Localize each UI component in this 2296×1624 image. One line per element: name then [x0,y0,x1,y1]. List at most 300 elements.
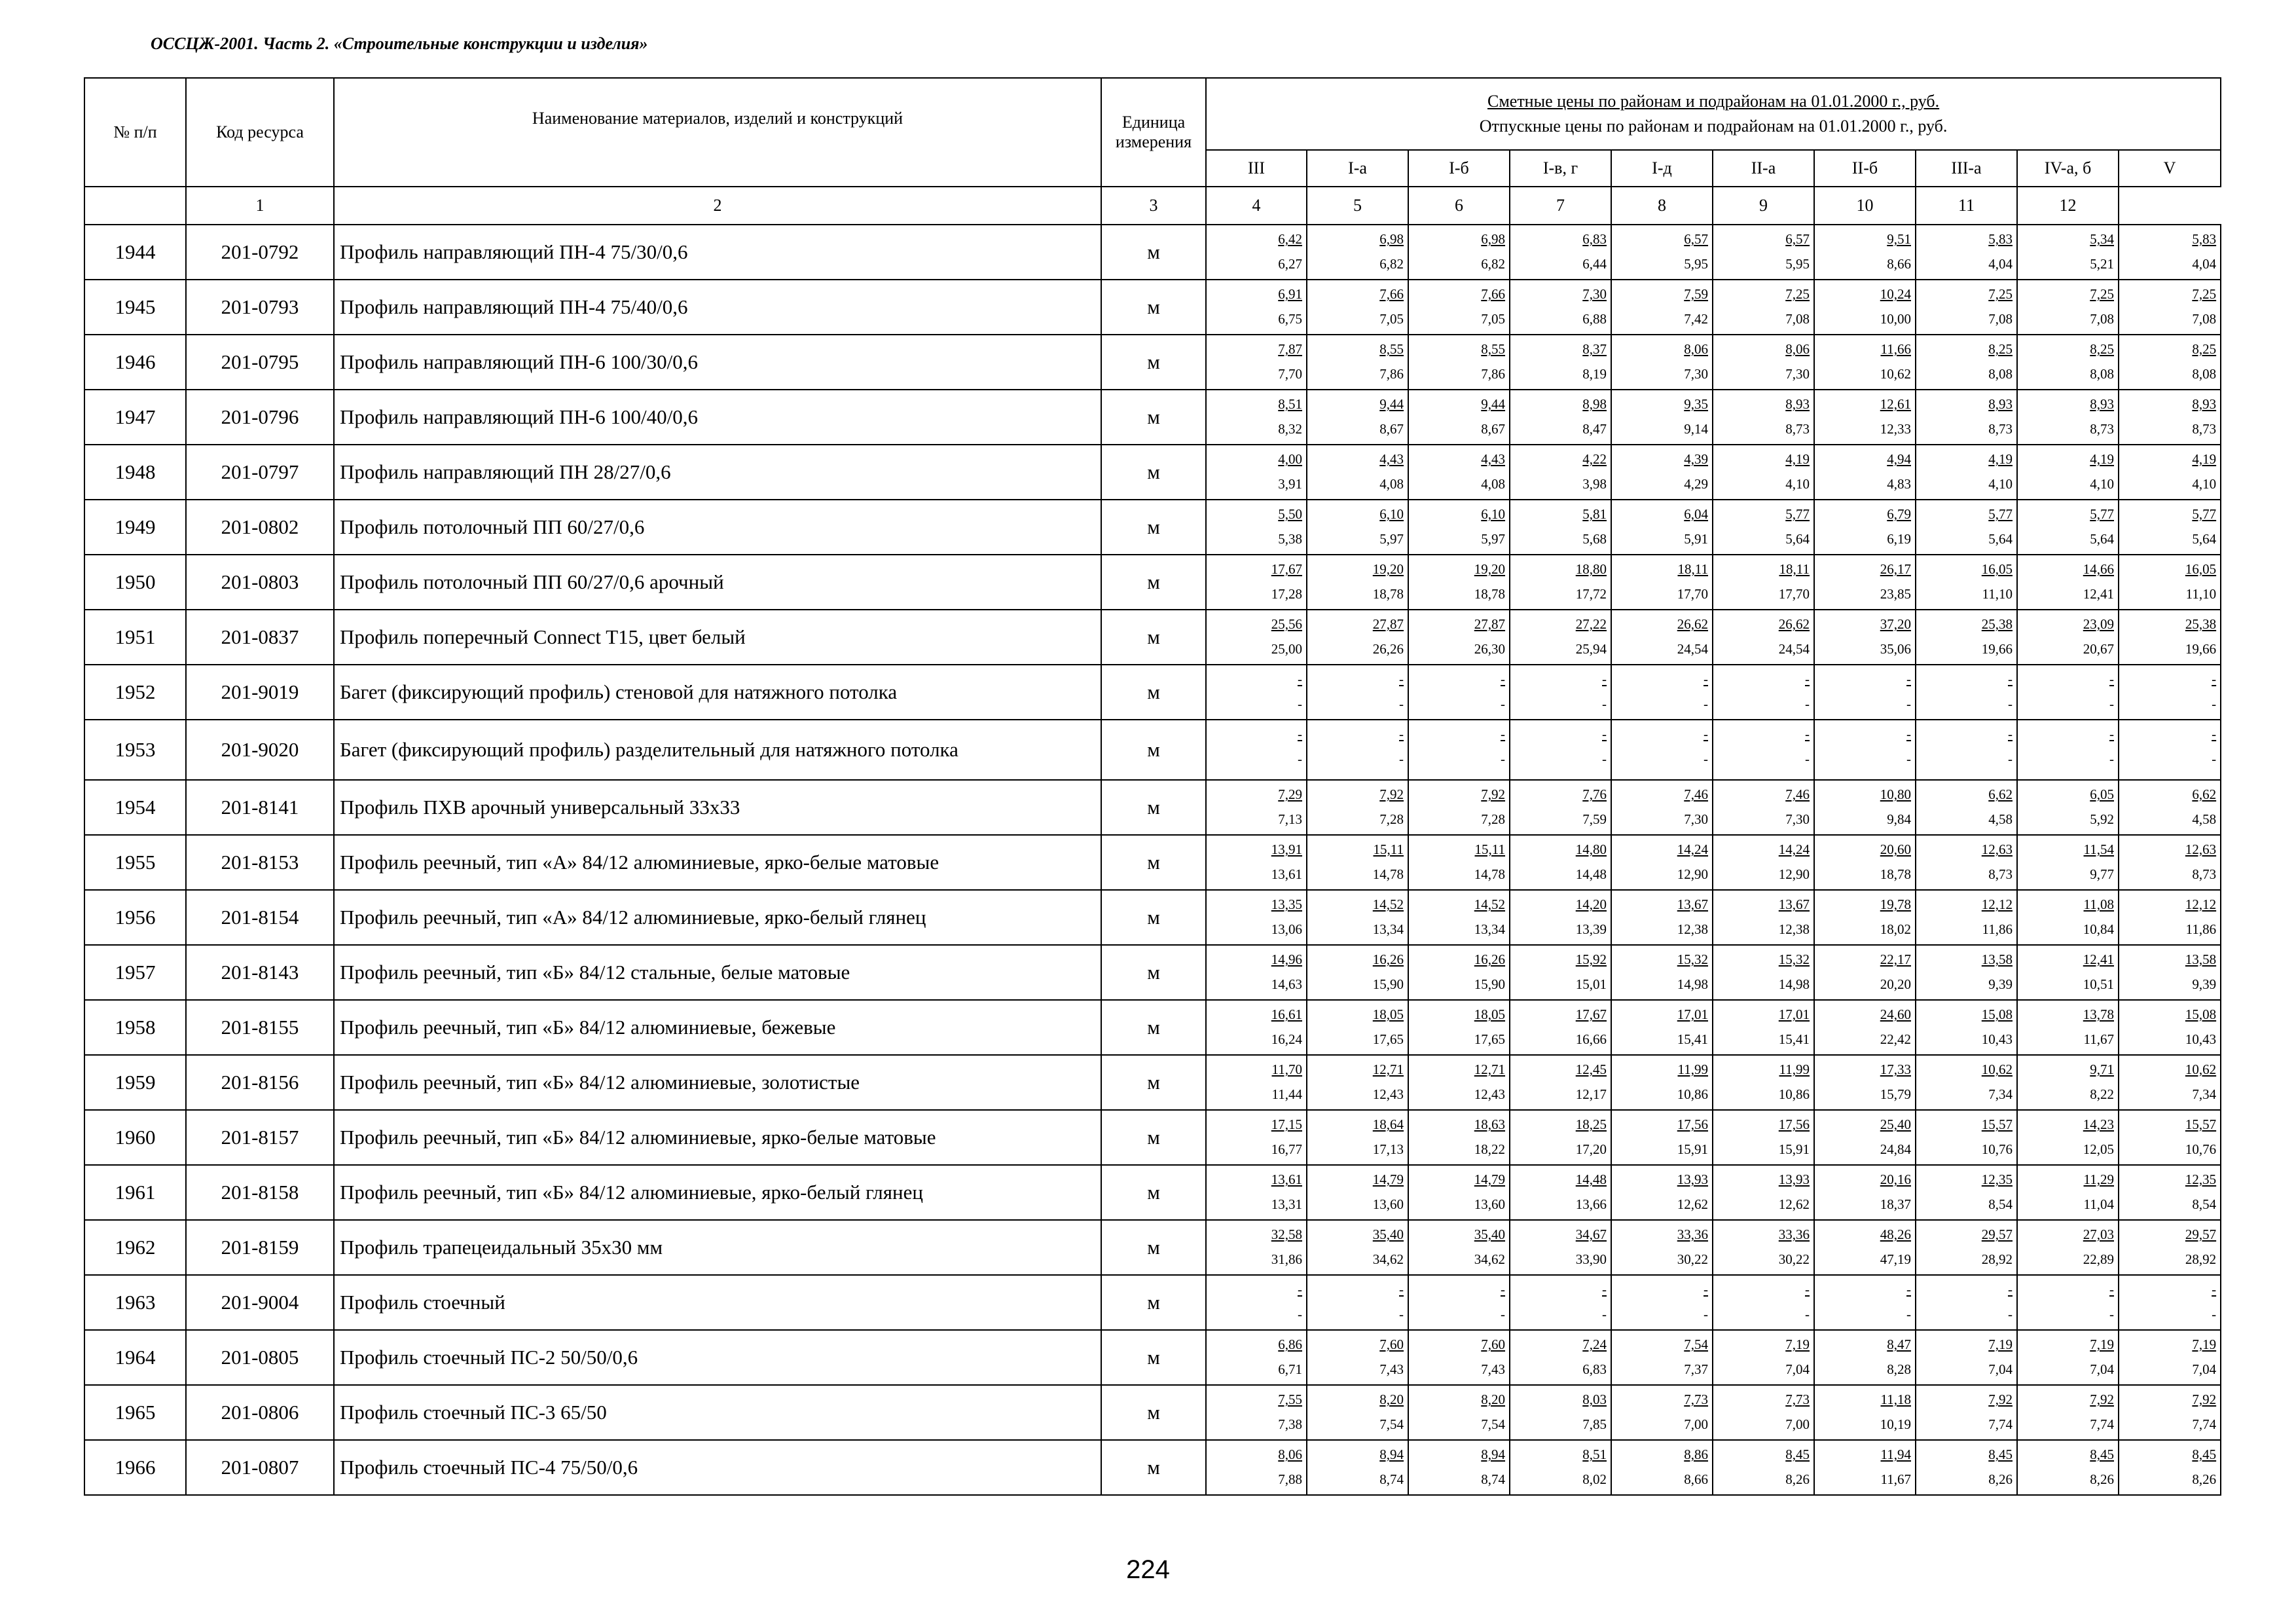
price-cell [1307,335,1408,390]
release-price: 15,90 [1474,976,1505,992]
price-cell [1611,890,1713,945]
release-price: 24,54 [1778,641,1810,657]
row-number: 1959 [84,1055,186,1110]
release-price: 7,30 [1684,366,1708,382]
price-cell [1611,945,1713,1000]
unit-of-measure: м [1101,610,1206,665]
release-price: 8,66 [1887,256,1911,272]
price-cell [1713,1055,1814,1110]
price-cell [1307,665,1408,720]
estimate-price: 16,05 [1981,561,2013,577]
price-cell [1814,720,1916,780]
unit-of-measure: м [1101,335,1206,390]
estimate-price: 20,60 [1880,841,1911,857]
estimate-price: 9,71 [2090,1061,2114,1077]
table-row [84,280,2221,335]
estimate-price: 26,62 [1778,616,1810,632]
estimate-price: 33,36 [1778,1227,1810,1242]
release-price: 31,86 [1271,1251,1302,1267]
price-cell [1206,780,1307,835]
estimate-price: 5,81 [1582,506,1607,522]
estimate-price: 5,83 [1988,231,2013,247]
release-price: 10,86 [1778,1086,1810,1102]
material-name: Профиль направляющий ПН 28/27/0,6 [334,445,1101,500]
price-cell [1206,1110,1307,1165]
table-row [84,1440,2221,1495]
estimate-price: 7,54 [1684,1337,1708,1352]
estimate-price: 12,63 [1981,841,2013,857]
price-cell [1916,610,2017,665]
unit-of-measure: м [1101,1330,1206,1385]
release-price: 6,44 [1582,256,1607,272]
material-name: Профиль реечный, тип «А» 84/12 алюминиевые, ярко-белые матовые [334,835,1101,890]
estimate-price: 17,33 [1880,1061,1911,1077]
estimate-price: 18,64 [1372,1116,1404,1132]
price-cell [1307,225,1408,280]
release-price: 18,22 [1474,1141,1505,1157]
release-price: 11,86 [1982,921,2013,937]
price-cell [1916,390,2017,445]
zone-header: III-а [1916,150,2017,187]
price-cell [1510,1055,1611,1110]
release-price: 17,72 [1575,586,1607,602]
price-cell [1307,390,1408,445]
release-price: - [2008,751,2013,767]
price-cell [1307,1055,1408,1110]
release-price: 9,39 [2192,976,2217,992]
table-head [84,78,2221,225]
estimate-price: 7,92 [1481,786,1505,802]
estimate-price: - [1298,671,1302,687]
estimate-price: - [2212,671,2217,687]
release-price: 7,08 [1785,311,1810,327]
release-price: 8,26 [1988,1471,2013,1487]
release-price: 8,26 [1785,1471,1810,1487]
price-cell [2119,610,2221,665]
running-header: ОССЦЖ-2001. Часть 2. «Строительные конструкции и изделия» [151,34,648,53]
estimate-price: 12,71 [1372,1061,1404,1077]
estimate-price: 7,19 [2090,1337,2114,1352]
zone-header: II-а [1713,150,1814,187]
estimate-price: 7,25 [2090,286,2114,302]
release-price: 8,67 [1379,421,1404,437]
release-price: 8,32 [1278,421,1302,437]
row-number: 1955 [84,835,186,890]
price-cell [1408,280,1510,335]
estimate-price: 12,45 [1575,1061,1607,1077]
release-price: - [2212,1306,2217,1322]
estimate-price: 5,34 [2090,231,2114,247]
estimate-price: 37,20 [1880,616,1911,632]
release-price: 4,10 [2192,476,2217,492]
price-cell [1713,445,1814,500]
estimate-price: - [1805,1282,1810,1297]
price-cell [2119,665,2221,720]
price-cell [1510,1165,1611,1220]
price-cell [1916,1055,2017,1110]
estimate-price: - [1602,1282,1607,1297]
release-price: 15,90 [1372,976,1404,992]
price-cell [2017,445,2119,500]
price-table [84,77,2221,1496]
release-price: 14,48 [1575,866,1607,882]
estimate-price: 13,61 [1271,1172,1302,1187]
release-price: - [1602,696,1607,712]
price-cell [1206,335,1307,390]
estimate-price: 26,17 [1880,561,1911,577]
estimate-price: 7,73 [1684,1392,1708,1407]
estimate-price: 12,12 [1981,896,2013,912]
release-price: - [1501,751,1505,767]
estimate-price: 14,79 [1372,1172,1404,1187]
release-price: 35,06 [1880,641,1911,657]
estimate-price: 19,20 [1474,561,1505,577]
table-body [84,225,2221,1495]
release-price: 5,97 [1379,531,1404,547]
release-price: 5,92 [2090,811,2114,827]
estimate-price: 20,16 [1880,1172,1911,1187]
zone-header: I-б [1408,150,1510,187]
release-price: 7,85 [1582,1416,1607,1432]
release-price: 24,84 [1880,1141,1911,1157]
release-price: 7,05 [1379,311,1404,327]
price-cell [1916,1110,2017,1165]
resource-code: 201-8153 [186,835,334,890]
estimate-price: 8,20 [1379,1392,1404,1407]
release-price: - [2109,751,2114,767]
estimate-price: 12,63 [2185,841,2217,857]
price-cell [2017,780,2119,835]
estimate-price: - [2109,671,2114,687]
estimate-price: 15,57 [1981,1116,2013,1132]
estimate-price: 7,92 [1379,786,1404,802]
unit-of-measure: м [1101,390,1206,445]
release-price: 8,74 [1481,1471,1505,1487]
estimate-price: 7,46 [1785,786,1810,802]
price-cell [1408,665,1510,720]
row-number: 1954 [84,780,186,835]
release-price: - [1805,751,1810,767]
release-price: 10,76 [1981,1141,2013,1157]
price-cell [2119,445,2221,500]
price-cell [1814,1440,1916,1495]
price-cell [1611,665,1713,720]
row-number: 1965 [84,1385,186,1440]
release-price: 6,75 [1278,311,1302,327]
estimate-price: 11,54 [2083,841,2114,857]
release-price: 7,88 [1278,1471,1302,1487]
release-price: 17,28 [1271,586,1302,602]
estimate-price: 14,79 [1474,1172,1505,1187]
table-row [84,720,2221,780]
unit-of-measure: м [1101,780,1206,835]
release-price: 12,41 [2083,586,2114,602]
price-cell [2119,835,2221,890]
release-price: 18,02 [1880,921,1911,937]
release-price: 11,10 [1982,586,2013,602]
price-cell [1206,835,1307,890]
estimate-price: - [1704,671,1708,687]
release-price: 10,19 [1880,1416,1911,1432]
estimate-price: 10,24 [1880,286,1911,302]
price-cell [1916,225,2017,280]
release-price: 7,74 [1988,1416,2013,1432]
table-row [84,1275,2221,1330]
material-name: Профиль реечный, тип «Б» 84/12 алюминиевые, ярко-белые матовые [334,1110,1101,1165]
estimate-price: 10,80 [1880,786,1911,802]
release-price: 17,65 [1474,1031,1505,1047]
price-cell [1408,445,1510,500]
price-cell [1408,610,1510,665]
price-cell [1611,555,1713,610]
price-cell [1713,280,1814,335]
estimate-price: 12,61 [1880,396,1911,412]
estimate-price: 6,98 [1481,231,1505,247]
estimate-price: 7,87 [1278,341,1302,357]
resource-code: 201-9020 [186,720,334,780]
price-cell [1713,555,1814,610]
column-number: 9 [1713,187,1814,225]
resource-code: 201-0837 [186,610,334,665]
column-number-empty [84,187,186,225]
price-cell [2119,555,2221,610]
release-price: 34,62 [1372,1251,1404,1267]
release-price: 4,83 [1887,476,1911,492]
release-price: 6,82 [1481,256,1505,272]
unit-of-measure: м [1101,1440,1206,1495]
price-cell [1611,1055,1713,1110]
release-price: 13,61 [1271,866,1302,882]
release-price: 12,43 [1372,1086,1404,1102]
price-cell [1814,390,1916,445]
release-price: 8,02 [1582,1471,1607,1487]
release-price: 10,43 [1981,1031,2013,1047]
estimate-price: 14,66 [2083,561,2114,577]
release-price: 5,38 [1278,531,1302,547]
release-price: - [2212,751,2217,767]
price-cell [1307,1385,1408,1440]
price-cell [1814,1330,1916,1385]
price-cell [1206,555,1307,610]
release-price: - [2109,1306,2114,1322]
estimate-price: 9,44 [1481,396,1505,412]
release-price: 13,34 [1372,921,1404,937]
price-cell [1510,890,1611,945]
resource-code: 201-8141 [186,780,334,835]
release-price: 19,66 [1981,641,2013,657]
column-number: 4 [1206,187,1307,225]
column-number: 5 [1307,187,1408,225]
estimate-price: 18,25 [1575,1116,1607,1132]
price-cell [1916,665,2017,720]
release-price: 47,19 [1880,1251,1911,1267]
release-price: - [1399,1306,1404,1322]
estimate-price: - [1298,1282,1302,1297]
release-price: 3,98 [1582,476,1607,492]
estimate-price: 4,00 [1278,451,1302,467]
price-cell [1408,720,1510,780]
unit-of-measure: м [1101,1275,1206,1330]
estimate-price: 22,17 [1880,951,1911,967]
release-price: 14,78 [1372,866,1404,882]
release-price: 16,24 [1271,1031,1302,1047]
price-cell [1510,780,1611,835]
price-cell [1408,835,1510,890]
release-price: 11,44 [1271,1086,1302,1102]
estimate-price: 17,67 [1575,1006,1607,1022]
price-cell [1611,390,1713,445]
estimate-price: - [1298,726,1302,742]
price-cell [1408,1330,1510,1385]
release-price: 8,73 [2192,866,2217,882]
release-price: 7,30 [1785,811,1810,827]
release-price: 6,71 [1278,1361,1302,1377]
price-cell [1916,555,2017,610]
release-price: 11,86 [2185,921,2217,937]
release-price: 8,47 [1582,421,1607,437]
price-cell [1916,835,2017,890]
header-prices [1206,78,2221,150]
release-price: 15,91 [1677,1141,1708,1157]
release-price: - [1501,696,1505,712]
estimate-price: 6,57 [1684,231,1708,247]
release-price: - [2212,696,2217,712]
price-cell [1510,1385,1611,1440]
release-price: 4,58 [1988,811,2013,827]
price-cell [1510,665,1611,720]
release-price: 16,77 [1271,1141,1302,1157]
estimate-price: 8,45 [1988,1447,2013,1462]
release-price: 5,64 [1785,531,1810,547]
estimate-price: 12,35 [1981,1172,2013,1187]
estimate-price: 4,43 [1379,451,1404,467]
table-row [84,1110,2221,1165]
column-number: 10 [1814,187,1916,225]
release-price: 10,43 [2185,1031,2217,1047]
release-price: 8,08 [1988,366,2013,382]
release-price: 8,66 [1684,1471,1708,1487]
price-cell [1611,500,1713,555]
estimate-price: 8,45 [2090,1447,2114,1462]
price-cell [1206,720,1307,780]
material-name: Профиль направляющий ПН-6 100/30/0,6 [334,335,1101,390]
price-cell [1206,1385,1307,1440]
estimate-price: 32,58 [1271,1227,1302,1242]
estimate-price: 7,30 [1582,286,1607,302]
estimate-price: 5,77 [1988,506,2013,522]
price-cell [1916,780,2017,835]
release-price: 24,54 [1677,641,1708,657]
estimate-price: 14,24 [1677,841,1708,857]
release-price: 16,66 [1575,1031,1607,1047]
row-number: 1947 [84,390,186,445]
price-cell [1611,1220,1713,1275]
price-cell [1916,1330,2017,1385]
price-cell [2017,1110,2119,1165]
estimate-price: 4,19 [2192,451,2217,467]
release-price: 9,84 [1887,811,1911,827]
estimate-price: 4,19 [1785,451,1810,467]
resource-code: 201-8156 [186,1055,334,1110]
estimate-price: 11,18 [1880,1392,1911,1407]
estimate-price: 23,09 [2083,616,2114,632]
estimate-price: 14,52 [1474,896,1505,912]
price-cell [2017,945,2119,1000]
release-price: 12,38 [1677,921,1708,937]
price-cell [1510,835,1611,890]
estimate-price: 13,58 [1981,951,2013,967]
release-price: 17,65 [1372,1031,1404,1047]
release-price: 7,00 [1684,1416,1708,1432]
estimate-price: 6,05 [2090,786,2114,802]
table-row [84,1055,2221,1110]
price-cell [1510,225,1611,280]
row-number: 1958 [84,1000,186,1055]
release-price: - [1704,1306,1708,1322]
release-price: 8,73 [1785,421,1810,437]
price-cell [1916,1275,2017,1330]
release-price: 7,86 [1379,366,1404,382]
price-cell [1307,1440,1408,1495]
price-cell [2017,1220,2119,1275]
table-row [84,945,2221,1000]
estimate-price: - [1704,1282,1708,1297]
estimate-price: - [1399,726,1404,742]
release-price: 8,67 [1481,421,1505,437]
release-price: 11,67 [2083,1031,2114,1047]
estimate-price: 6,10 [1379,506,1404,522]
material-name: Профиль поперечный Connect T15, цвет белый [334,610,1101,665]
release-price: 17,70 [1677,586,1708,602]
release-price: 15,41 [1778,1031,1810,1047]
price-cell [1307,555,1408,610]
release-price: 14,78 [1474,866,1505,882]
estimate-price: 13,78 [2083,1006,2114,1022]
price-cell [1713,500,1814,555]
material-name: Багет (фиксирующий профиль) стеновой для натяжного потолка [334,665,1101,720]
release-price: - [1704,751,1708,767]
release-price: 26,30 [1474,641,1505,657]
release-price: 23,85 [1880,586,1911,602]
release-price: - [1501,1306,1505,1322]
release-price: 10,76 [2185,1141,2217,1157]
estimate-price: 6,86 [1278,1337,1302,1352]
material-name: Профиль стоечный ПС-3 65/50 [334,1385,1101,1440]
estimate-price: 25,38 [1981,616,2013,632]
estimate-price: 18,63 [1474,1116,1505,1132]
price-cell [1814,835,1916,890]
release-price: 11,10 [2185,586,2217,602]
release-price: 11,67 [1880,1471,1911,1487]
estimate-price: 7,66 [1481,286,1505,302]
material-name: Профиль стоечный ПС-4 75/50/0,6 [334,1440,1101,1495]
estimate-price: - [1602,671,1607,687]
release-price: 13,31 [1271,1196,1302,1212]
release-price: 7,04 [2192,1361,2217,1377]
release-price: 7,13 [1278,811,1302,827]
price-cell [1510,1000,1611,1055]
estimate-price: 11,94 [1880,1447,1911,1462]
price-cell [2119,1165,2221,1220]
estimate-price: 5,77 [2090,506,2114,522]
price-cell [1510,500,1611,555]
release-price: 6,83 [1582,1361,1607,1377]
estimate-price: - [1602,726,1607,742]
row-number: 1953 [84,720,186,780]
price-cell [1408,500,1510,555]
estimate-price: 9,35 [1684,396,1708,412]
estimate-price: 6,91 [1278,286,1302,302]
